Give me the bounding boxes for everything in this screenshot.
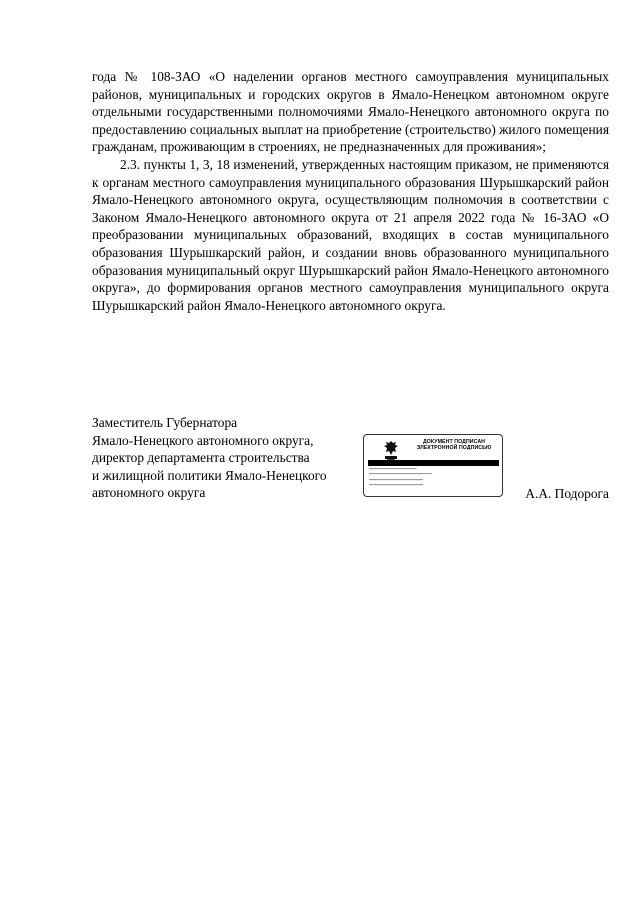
signatory-title-line: автономного округа [92,485,206,501]
signatory-title [92,414,327,502]
signatory-title-line: Заместитель Губернатора [92,415,238,430]
signatory-title-line: директор департамента строительства [92,450,310,466]
stamp-heading: ДОКУМЕНТ ПОДПИСАН ЭЛЕКТРОННОЙ ПОДПИСЬЮ [416,439,492,452]
electronic-signature-stamp [363,434,503,497]
document-body [92,68,609,314]
stamp-details: ━━━━━━━━━━━━━━━━━━━━━━ ━━━━━━━━━━━━━━━━━━━━━━━━━━━━━ ━━━━━━━━━━━━━━━━━━━━━━━━━ ━━━━━━━━━━━━━━━━━━━━━━━━━ [369,467,432,488]
signatory-name: А.А. Подорога [525,486,609,501]
coat-of-arms-icon [382,440,400,461]
signatory-title-line: Ямало-Ненецкого автономного округа, [92,432,314,448]
paragraph-1: года № 108-ЗАО «О наделении органов местного самоуправления муниципальных районов, муниципальных и городских округов в Ямало-Ненецком автономном округе отдельными государственными полномочиями Ямало-Ненецкого автономного округа по предоставлению социальных выплат на приобретение (строительство) жилого помещения гражданам, проживающим в строениях, не предназначенных для проживания»; [92,69,609,155]
signatory-title-line: и жилищной политики Ямало-Ненецкого [92,467,327,483]
stamp-bar [368,460,499,466]
paragraph-2: 2.3. пункты 1, 3, 18 изменений, утвержденных настоящим приказом, не применяются к органам местного самоуправления муниципального образования Шурышкарский район Ямало-Ненецкого автономного округа, осуществляющим полномочия в соответствии с Законом Ямало-Ненецкого автономного округа от 21 апреля 2022 года № 16-ЗАО «О преобразовании муниципальных образований, входящих в состав муниципального образования Шурышкарский район, и создании вновь образованного муниципального образования муниципальный округ Шурышкарский район Ямало-Ненецкого автономного округа», до формирования органов местного самоуправления муниципального округа Шурышкарский район Ямало-Ненецкого автономного округа. [92,156,609,313]
